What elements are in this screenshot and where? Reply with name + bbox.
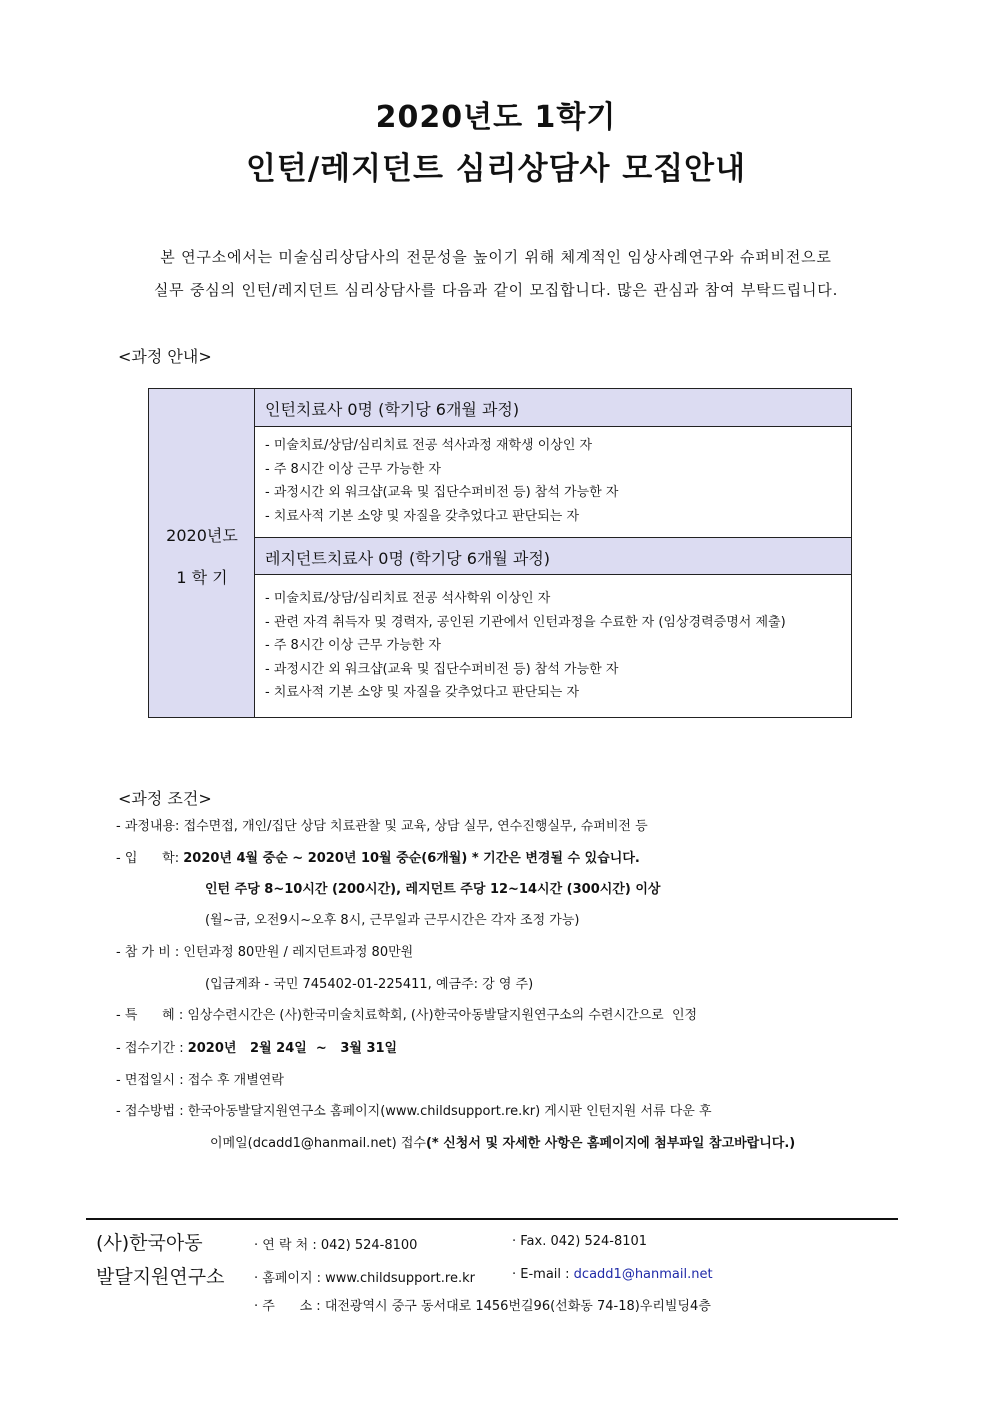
footer-homepage: · 홈페이지 : www.childsupport.re.kr <box>254 1271 475 1286</box>
page-title-line2: 인턴/레지던트 심리상담사 모집안내 <box>245 151 747 187</box>
semester-year: 2020년도 <box>166 526 238 545</box>
list-item: - 관련 자격 취득자 및 경력자, 공인된 기관에서 인턴과정을 수료한 자 (임상경력증명서 제출) <box>265 614 786 630</box>
page-title-line1: 2020년도 1학기 <box>375 100 617 135</box>
condition-benefit: - 특 혜 : 임상수련시간은 (사)한국미술치료학회, (사)한국아동발달지원연구소의 수련시간으로 인정 <box>116 1008 698 1023</box>
condition-method: - 접수방법 : 한국아동발달지원연구소 홈페이지(www.childsupport.re.kr) 게시판 인턴지원 서류 다운 후 <box>116 1104 712 1119</box>
resident-requirements <box>265 587 786 705</box>
condition-period <box>116 1037 397 1056</box>
footer-divider <box>86 1218 898 1220</box>
list-item: - 치료사적 기본 소양 및 자질을 갖추었다고 판단되는 자 <box>265 508 580 524</box>
intern-header: 인턴치료사 0명 (학기당 6개월 과정) <box>255 389 851 427</box>
email-label: · E-mail : <box>512 1267 574 1282</box>
footer-address: · 주 소 : 대전광역시 중구 동서대로 1456번길96(선화동 74-18)우리빌딩4층 <box>254 1299 711 1314</box>
resident-header: 레지던트치료사 0명 (학기당 6개월 과정) <box>255 537 851 575</box>
intro-line1: 본 연구소에서는 미술심리상담사의 전문성을 높이기 위해 체계적인 임상사례연구와 슈퍼비전으로 <box>160 248 832 266</box>
condition-interview: - 면접일시 : 접수 후 개별연락 <box>116 1073 284 1088</box>
org-name-line2: 발달지원연구소 <box>96 1266 225 1288</box>
condition-hours: 인턴 주당 8~10시간 (200시간), 레지던트 주당 12~14시간 (300시간) 이상 <box>205 882 661 897</box>
condition-method-line2 <box>210 1132 795 1151</box>
condition-entry <box>116 847 640 866</box>
semester-cell <box>149 389 255 717</box>
condition-content: - 과정내용: 접수면접, 개인/집단 상담 치료관찰 및 교육, 상담 실무, 연수진행실무, 슈퍼비전 등 <box>116 819 648 834</box>
period-label: - 접수기간 : <box>116 1041 188 1056</box>
footer-phone: · 연 락 처 : 042) 524-8100 <box>254 1238 418 1253</box>
list-item: - 치료사적 기본 소양 및 자질을 갖추었다고 판단되는 자 <box>265 685 580 700</box>
conditions-heading: <과정 조건> <box>118 789 212 808</box>
list-item: - 주 8시간 이상 근무 가능한 자 <box>265 638 441 653</box>
list-item: - 주 8시간 이상 근무 가능한 자 <box>265 461 441 477</box>
method-note: (* 신청서 및 자세한 사항은 홈페이지에 첨부파일 참고바랍니다.) <box>425 1136 796 1151</box>
list-item: - 미술치료/상담/심리치료 전공 석사과정 재학생 이상인 자 <box>265 438 593 453</box>
condition-hours-note: (월~금, 오전9시~오후 8시, 근무일과 근무시간은 각자 조정 가능) <box>205 913 580 928</box>
email-link[interactable]: dcadd1@hanmail.net <box>573 1267 713 1282</box>
semester-term: 1 학 기 <box>176 568 228 587</box>
condition-fee: - 참 가 비 : 인턴과정 80만원 / 레지던트과정 80만원 <box>116 945 414 960</box>
period-value: 2020년 2월 24일 ~ 3월 31일 <box>187 1041 398 1056</box>
list-item: - 미술치료/상담/심리치료 전공 석사학위 이상인 자 <box>265 591 551 606</box>
entry-label: - 입 학: <box>116 851 184 866</box>
intro-line2: 실무 중심의 인턴/레지던트 심리상담사를 다음과 같이 모집합니다. 많은 관심과 참여 부탁드립니다. <box>153 281 839 299</box>
course-heading: <과정 안내> <box>118 347 212 366</box>
list-item: - 과정시간 외 워크샵(교육 및 집단수퍼비전 등) 참석 가능한 자 <box>265 661 619 677</box>
intern-requirements <box>265 434 618 528</box>
org-name-line1: (사)한국아동 <box>96 1232 203 1254</box>
footer-email <box>512 1267 713 1282</box>
course-table <box>148 388 852 718</box>
footer-fax: · Fax. 042) 524-8101 <box>512 1234 648 1249</box>
entry-value: 2020년 4월 중순 ~ 2020년 10월 중순(6개월) * 기간은 변경될 수 있습니다. <box>183 851 640 866</box>
method-email-text: 이메일(dcadd1@hanmail.net) 접수 <box>210 1136 426 1151</box>
list-item: - 과정시간 외 워크샵(교육 및 집단수퍼비전 등) 참석 가능한 자 <box>265 485 619 500</box>
condition-account: (입금계좌 - 국민 745402-01-225411, 예금주: 강 영 주) <box>205 977 534 992</box>
